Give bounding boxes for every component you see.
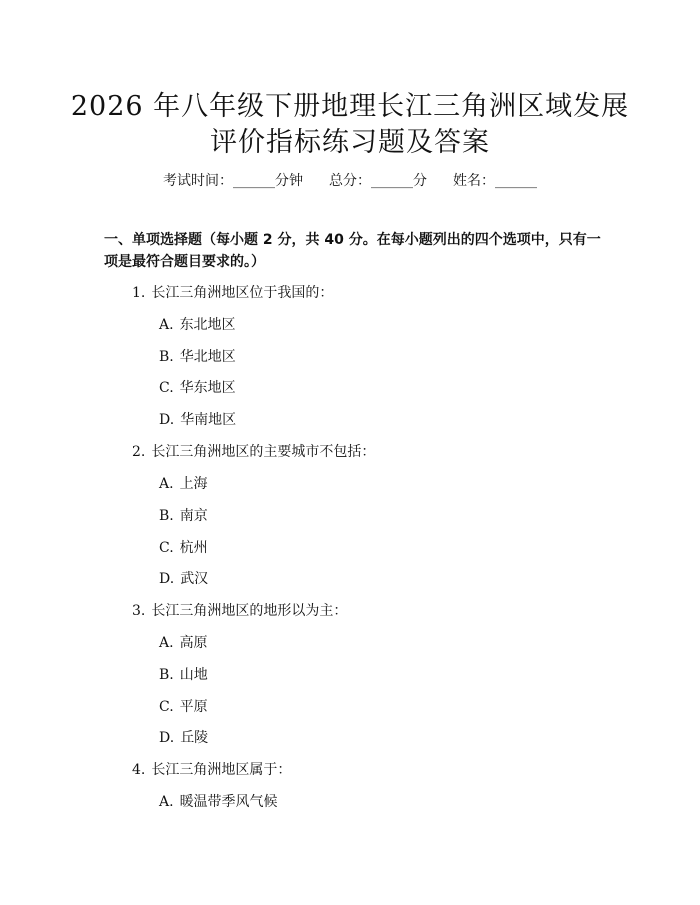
question-text: 长江三角洲地区的主要城市不包括： xyxy=(151,444,376,460)
option-text: 山地 xyxy=(179,667,208,683)
section-heading: 一、单项选择题（每小题 2 分，共 40 分。在每小题列出的四个选项中，只有一项是最符合题目要求的。） xyxy=(104,232,601,270)
option-letter: A. xyxy=(159,476,174,492)
q2-option-c xyxy=(159,537,208,557)
question-number: 2. xyxy=(132,444,146,460)
page-title-line-2: 评价指标练习题及答案 xyxy=(210,127,490,158)
option-letter: D. xyxy=(159,412,175,428)
option-text: 华南地区 xyxy=(180,412,237,428)
q3-option-b xyxy=(159,664,208,684)
option-text: 丘陵 xyxy=(180,730,209,746)
q1-option-c xyxy=(159,377,236,397)
option-letter: C. xyxy=(159,699,174,715)
question-4 xyxy=(132,759,291,779)
option-letter: B. xyxy=(159,667,174,683)
option-text: 武汉 xyxy=(180,571,209,587)
option-text: 杭州 xyxy=(179,540,208,556)
q4-option-a xyxy=(159,791,278,811)
exam-time-field: 考试时间：______分钟 xyxy=(163,173,303,189)
option-letter: C. xyxy=(159,380,174,396)
option-letter: D. xyxy=(159,730,175,746)
question-1 xyxy=(132,282,333,302)
exam-meta xyxy=(0,170,700,190)
question-number: 3. xyxy=(132,603,146,619)
question-number: 4. xyxy=(132,762,146,778)
option-text: 华北地区 xyxy=(179,349,236,365)
q3-option-d xyxy=(159,727,208,747)
q2-option-a xyxy=(159,473,208,493)
option-text: 高原 xyxy=(179,635,208,651)
question-number: 1. xyxy=(132,285,146,301)
option-text: 暖温带季风气候 xyxy=(179,794,278,810)
option-text: 平原 xyxy=(179,699,208,715)
total-score-field: 总分：______分 xyxy=(329,173,427,189)
q3-option-c xyxy=(159,696,208,716)
option-text: 南京 xyxy=(179,508,208,524)
option-letter: A. xyxy=(159,317,174,333)
option-letter: B. xyxy=(159,508,174,524)
q1-option-a xyxy=(159,314,236,334)
option-text: 上海 xyxy=(179,476,208,492)
q3-option-a xyxy=(159,632,208,652)
q1-option-d xyxy=(159,409,236,429)
option-letter: D. xyxy=(159,571,175,587)
option-letter: B. xyxy=(159,349,174,365)
student-name-field: 姓名：______ xyxy=(453,173,537,189)
option-text: 东北地区 xyxy=(179,317,236,333)
option-letter: A. xyxy=(159,794,174,810)
option-letter: C. xyxy=(159,540,174,556)
q2-option-b xyxy=(159,505,208,525)
option-text: 华东地区 xyxy=(179,380,236,396)
question-text: 长江三角洲地区属于： xyxy=(151,762,292,778)
option-letter: A. xyxy=(159,635,174,651)
question-3 xyxy=(132,600,347,620)
question-text: 长江三角洲地区位于我国的： xyxy=(151,285,334,301)
q2-option-d xyxy=(159,568,208,588)
question-text: 长江三角洲地区的地形以为主： xyxy=(151,603,348,619)
page-title-line-1: 2026 年八年级下册地理长江三角洲区域发展 xyxy=(70,91,630,122)
q1-option-b xyxy=(159,346,236,366)
question-2 xyxy=(132,441,375,461)
